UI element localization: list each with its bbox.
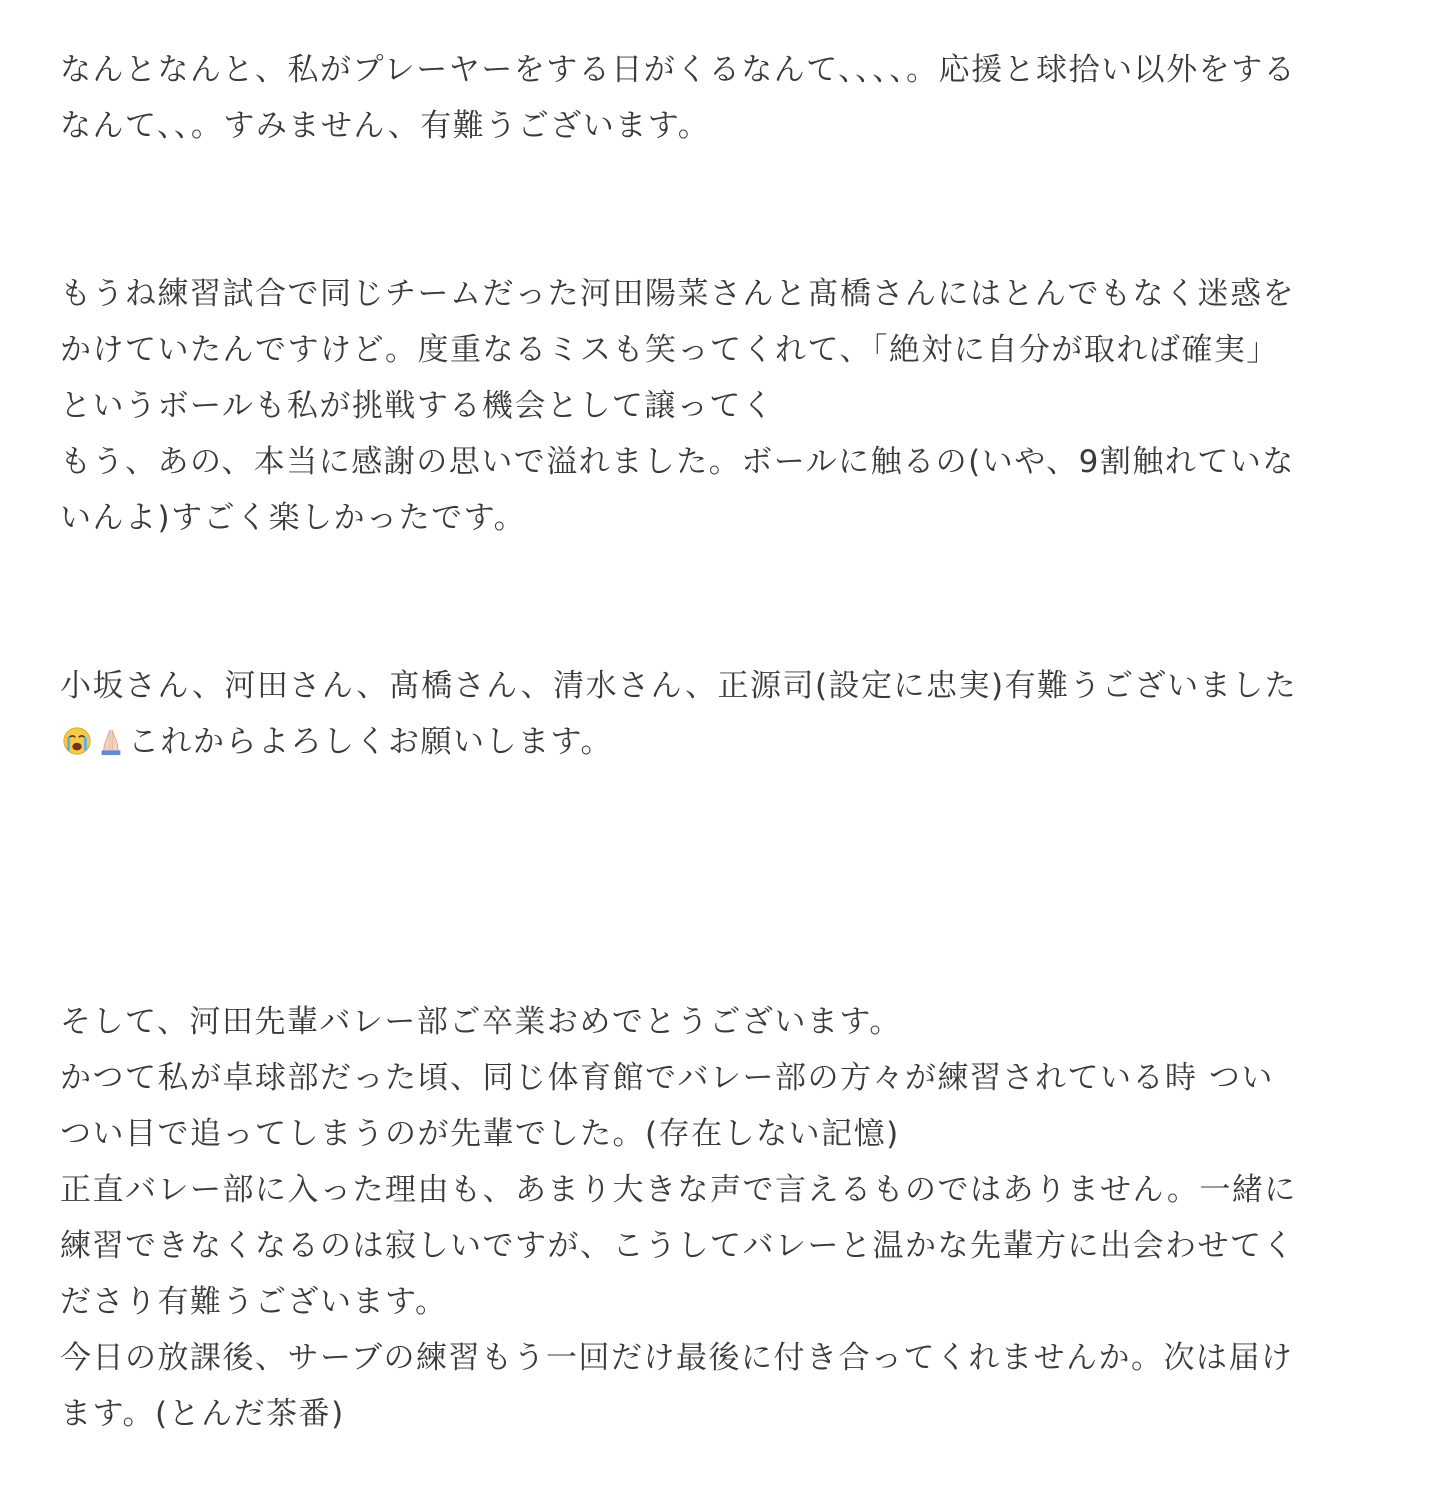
paragraph-spacer — [60, 546, 1300, 658]
blog-article-body — [60, 42, 1300, 1442]
paragraph-thanks-members — [60, 658, 1300, 770]
thanks-text: 小坂さん、河田さん、髙橋さん、清水さん、正源司(設定に忠実)有難うございました — [60, 668, 1298, 704]
paragraph-practice-match: もうね練習試合で同じチームだった河田陽菜さんと髙橋さんにはとんでもなく迷惑をかけていたんですけど。度重なるミスも笑ってくれて、「絶対に自分が取れば確実」というボールも私が挑戦する機会として譲ってく — [60, 276, 1295, 424]
closing-text: これからよろしくお願いします。 — [128, 724, 614, 760]
paragraph-gratitude: もう、あの、本当に感謝の思いで溢れました。ボールに触るの(いや、9割触れていないんよ)すごく楽しかったです。 — [60, 444, 1295, 536]
paragraph-serve-practice: 今日の放課後、サーブの練習もう一回だけ最後に付き合ってくれませんか。次は届けます。(とんだ茶番) — [60, 1340, 1294, 1432]
paragraph-spacer — [60, 154, 1300, 266]
paragraph-player-day: なんとなんと、私がプレーヤーをする日がくるなんて、、、、。応援と球拾い以外をするなんて、、。すみません、有難うございます。 — [60, 52, 1297, 144]
paragraph-memory: かつて私が卓球部だった頃、同じ体育館でバレー部の方々が練習されている時 ついつい目で追ってしまうのが先輩でした。(存在しない記憶) — [60, 1060, 1274, 1152]
paragraph-reason: 正直バレー部に入った理由も、あまり大きな声で言えるものではありません。一緒に練習できなくなるのは寂しいですが、こうしてバレーと温かな先輩方に出会わせてくださり有難うございます。 — [60, 1172, 1297, 1320]
folded-hands-icon — [96, 726, 126, 756]
paragraph-spacer — [60, 770, 1300, 994]
crying-face-icon — [62, 726, 92, 756]
paragraph-graduation: そして、河田先輩バレー部ご卒業おめでとうございます。 — [60, 1004, 902, 1040]
